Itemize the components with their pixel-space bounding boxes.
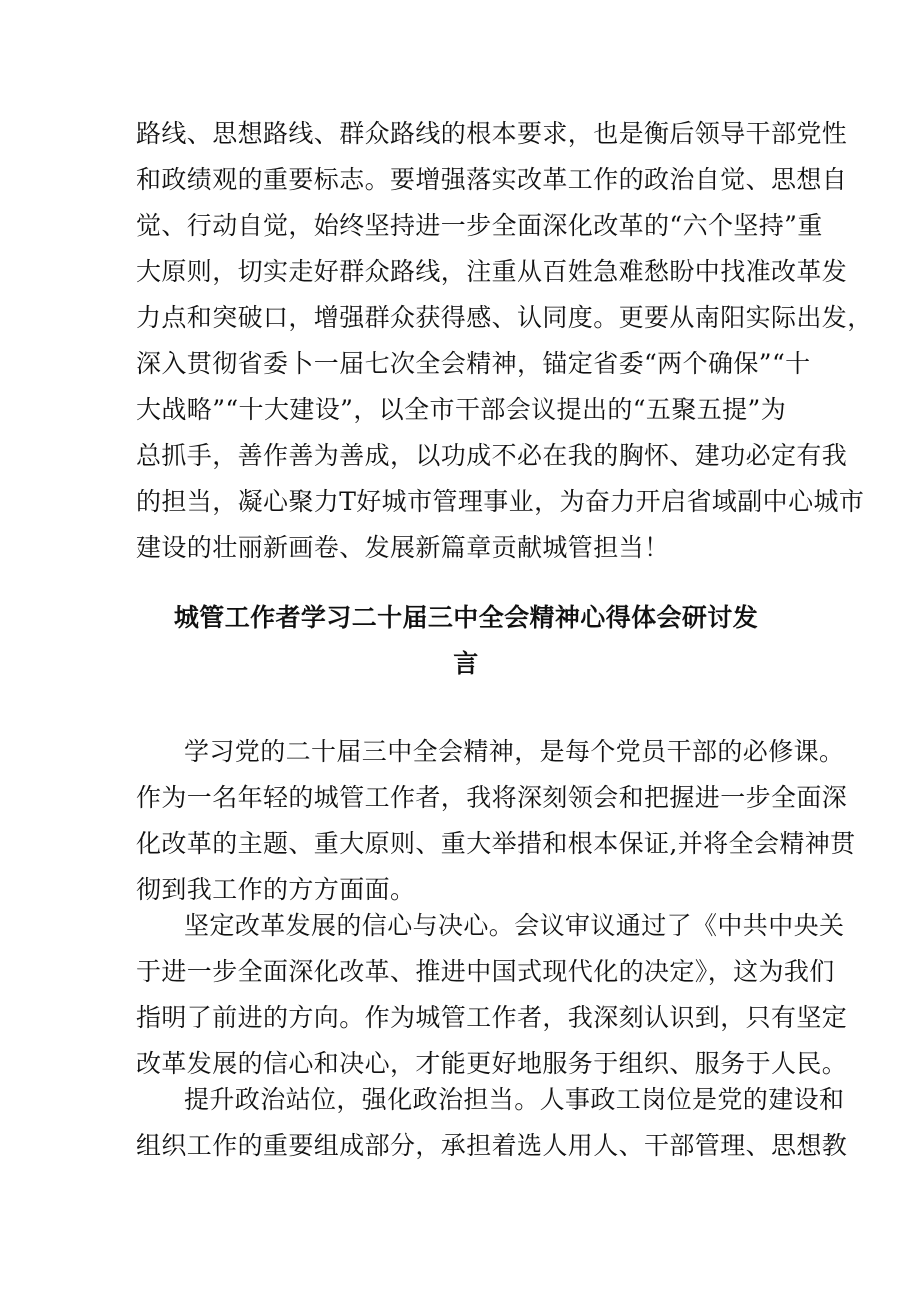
text-line: 作为一名年轻的城管工作者，我将深刻领会和把握进一步全面深	[136, 783, 848, 812]
text-line: 力点和突破口，增强群众获得感、认同度。更要从南阳实际出发，	[136, 303, 873, 332]
text-line: 深入贯彻省委卜一届七次全会精神，锚定省委“两个确保”“十	[136, 349, 811, 378]
paragraph-first-line: 坚定改革发展的信心与决心。会议审议通过了《中共中央关	[184, 911, 845, 940]
text-line: 改革发展的信心和决心，才能更好地服务于组织、服务于人民。	[136, 1049, 848, 1078]
text-line: 大战略”“十大建设”，以全市干部会议提出的“五聚五提”为	[136, 395, 787, 424]
text-line: 建设的壮丽新画卷、发展新篇章贡献城管担当！	[136, 533, 670, 562]
text-line: 指明了前进的方向。作为城管工作者，我深刻认识到，只有坚定	[136, 1003, 848, 1032]
text-line: 组织工作的重要组成部分，承担着选人用人、干部管理、思想教	[136, 1131, 848, 1160]
text-line: 总抓手，善作善为善成，以功成不必在我的胸怀、建功必定有我	[136, 441, 848, 470]
text-line: 大原则，切实走好群众路线，注重从百姓急难愁盼中找准改革发	[136, 257, 848, 286]
text-line: 的担当，凝心聚力T好城市管理事业，为奋力开启省域副中心城市	[136, 487, 865, 516]
paragraph-first-line: 学习党的二十届三中全会精神，是每个党员干部的必修课。	[184, 737, 845, 766]
paragraph-first-line: 提升政治站位，强化政治担当。人事政工岗位是党的建设和	[184, 1085, 845, 1114]
text-line: 于进一步全面深化改革、推进中国式现代化的决定》，这为我们	[136, 957, 835, 986]
text-line: 和政绩观的重要标志。要增强落实改革工作的政治自觉、思想自	[136, 165, 848, 194]
text-line: 化改革的主题、重大原则、重大举措和根本保证,并将全会精神贯	[136, 829, 856, 858]
text-line: 路线、思想路线、群众路线的根本要求，也是衡后领导干部党性	[136, 119, 848, 148]
text-line: 彻到我工作的方方面面。	[136, 875, 416, 904]
article-title-continuation: 言	[453, 649, 479, 678]
text-line: 觉、行动自觉，始终坚持进一步全面深化改革的“六个坚持”重	[136, 211, 823, 240]
article-title: 城管工作者学习二十届三中全会精神心得体会研讨发	[173, 603, 759, 632]
